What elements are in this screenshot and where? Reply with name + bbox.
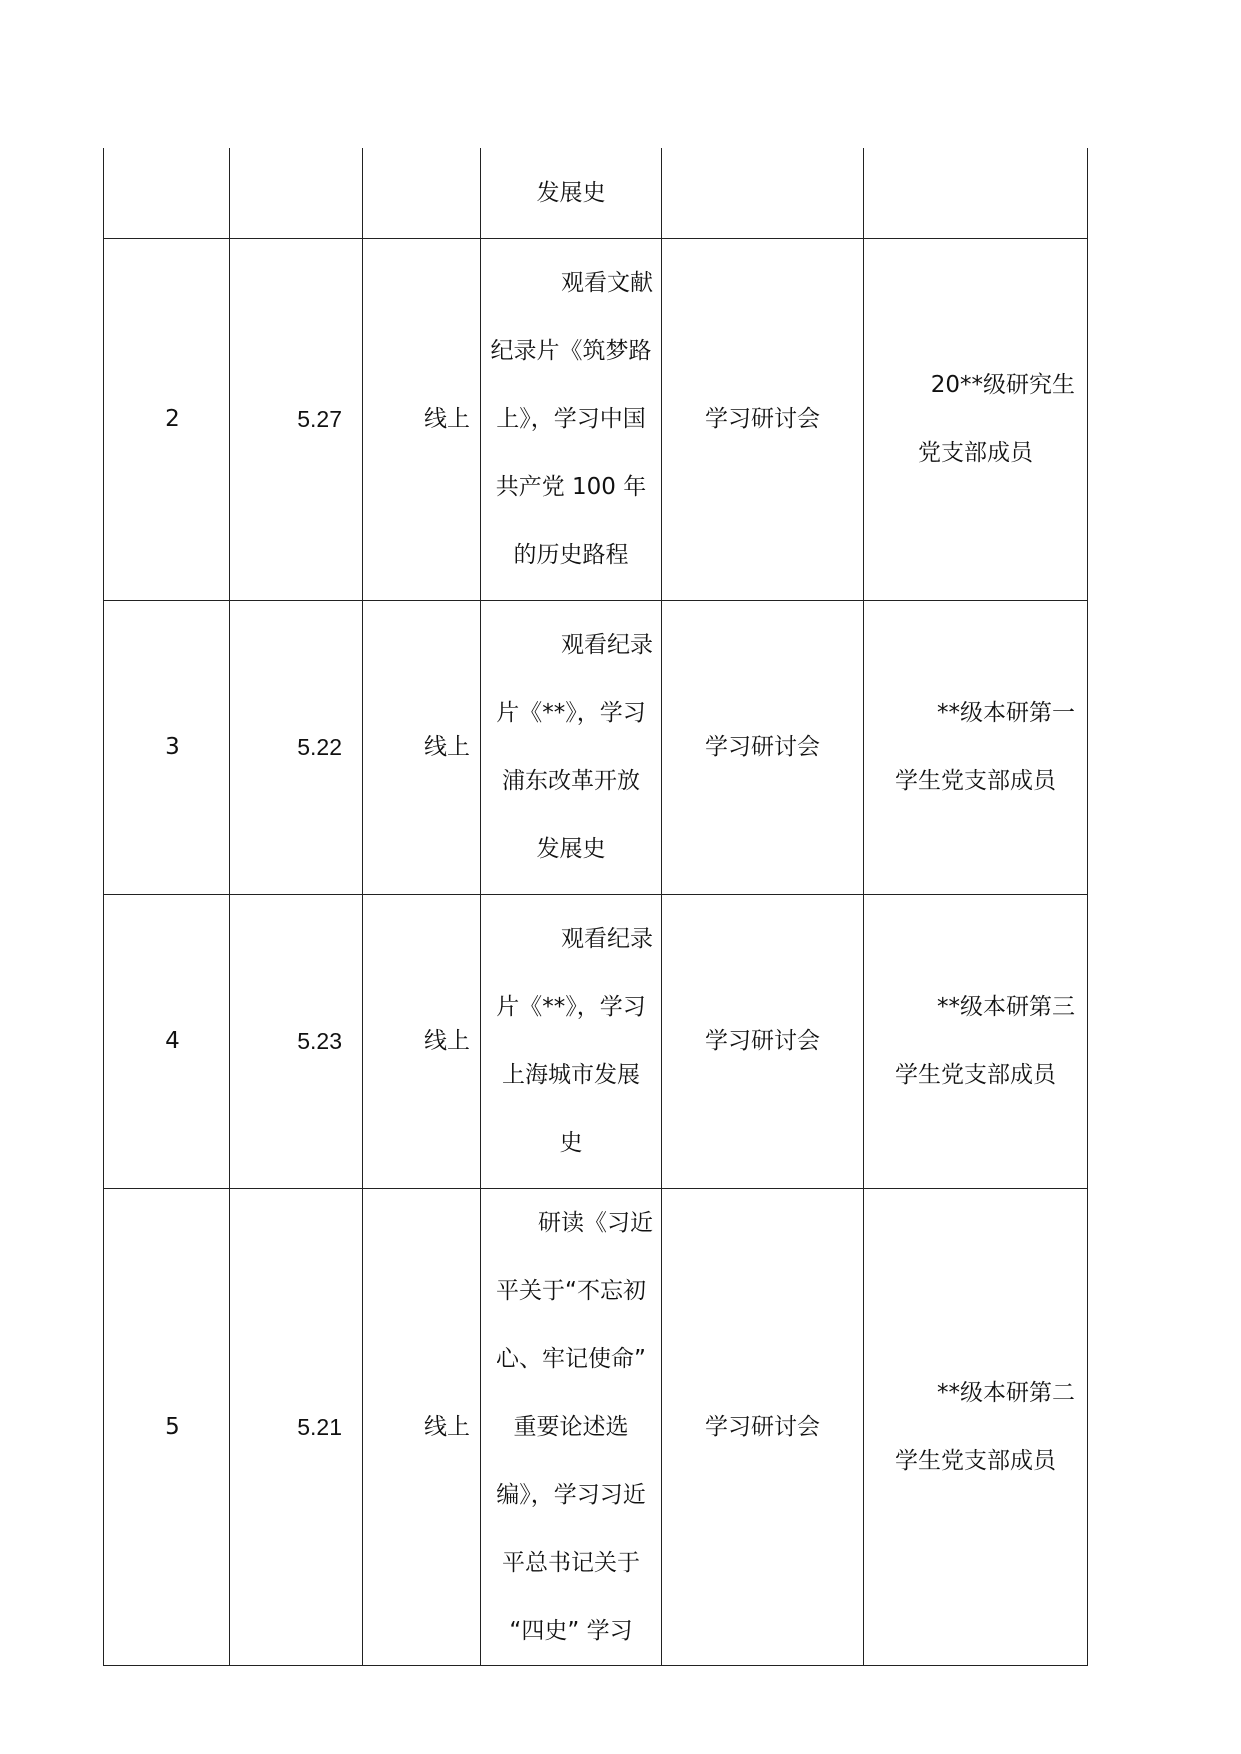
form-cell: 学习研讨会 [662, 600, 864, 894]
members-cell [864, 148, 1088, 238]
content-line: 片《**》，学习 [496, 994, 646, 1020]
members-cell [864, 894, 1088, 1188]
date-cell: 5.23 [230, 894, 363, 1188]
content-line: 观看文献 [561, 270, 653, 296]
mode-cell: 线上 [363, 600, 481, 894]
row-number-cell: 2 [104, 238, 230, 600]
content-line: 发展史 [536, 179, 606, 206]
members-line: **级本研第二 [937, 1379, 1075, 1406]
content-line: 上》，学习中国 [496, 406, 646, 432]
content-line: 纪录片《筑梦路 [490, 338, 652, 364]
content-line: 浦东改革开放 [502, 768, 640, 794]
content-cell [481, 148, 662, 238]
date-cell [230, 148, 363, 238]
content-line: 观看纪录 [561, 926, 653, 952]
content-line: 重要论述选 [513, 1413, 629, 1440]
row-number-cell: 5 [104, 1188, 230, 1665]
members-cell [864, 600, 1088, 894]
members-line: 学生党支部成员 [895, 768, 1056, 794]
mode-cell: 线上 [363, 1188, 481, 1665]
form-cell [662, 148, 864, 238]
table-row [104, 600, 1088, 894]
content-line: 编》，学习习近 [496, 1481, 646, 1508]
members-line: **级本研第三 [937, 994, 1075, 1020]
members-line: 学生党支部成员 [895, 1447, 1056, 1474]
table-row [104, 894, 1088, 1188]
table-row [104, 1188, 1088, 1665]
content-line: 发展史 [536, 836, 606, 862]
content-line: 共产党 100 年 [495, 474, 647, 500]
row-number-cell: 3 [104, 600, 230, 894]
members-line: **级本研第一 [937, 700, 1075, 726]
content-line: 观看纪录 [561, 632, 653, 658]
mode-cell: 线上 [363, 894, 481, 1188]
form-cell: 学习研讨会 [662, 1188, 864, 1665]
row-number-cell [104, 148, 230, 238]
row-number-cell: 4 [104, 894, 230, 1188]
mode-cell [363, 148, 481, 238]
activity-table [103, 148, 1088, 1666]
date-cell: 5.27 [230, 238, 363, 600]
content-line: 的历史路程 [513, 542, 629, 568]
content-line: 上海城市发展 [502, 1062, 640, 1088]
table-row [104, 238, 1088, 600]
content-line: 片《**》，学习 [496, 700, 646, 726]
content-cell [481, 600, 662, 894]
members-cell [864, 238, 1088, 600]
members-line: 20**级研究生 [930, 372, 1075, 398]
form-cell: 学习研讨会 [662, 894, 864, 1188]
members-cell [864, 1188, 1088, 1665]
content-line: 心、牢记使命” [496, 1345, 646, 1372]
form-cell: 学习研讨会 [662, 238, 864, 600]
content-line: 平关于“不忘初 [496, 1277, 646, 1304]
table-row [104, 148, 1088, 238]
content-cell [481, 1188, 662, 1665]
content-line: 研读《习近 [538, 1209, 653, 1236]
content-line: “四史” 学习 [509, 1617, 633, 1644]
date-cell: 5.22 [230, 600, 363, 894]
date-cell: 5.21 [230, 1188, 363, 1665]
mode-cell: 线上 [363, 238, 481, 600]
members-line: 学生党支部成员 [895, 1062, 1056, 1088]
content-line: 平总书记关于 [502, 1549, 640, 1576]
content-cell [481, 894, 662, 1188]
content-line: 史 [559, 1130, 583, 1156]
content-cell [481, 238, 662, 600]
members-line: 党支部成员 [918, 440, 1033, 466]
